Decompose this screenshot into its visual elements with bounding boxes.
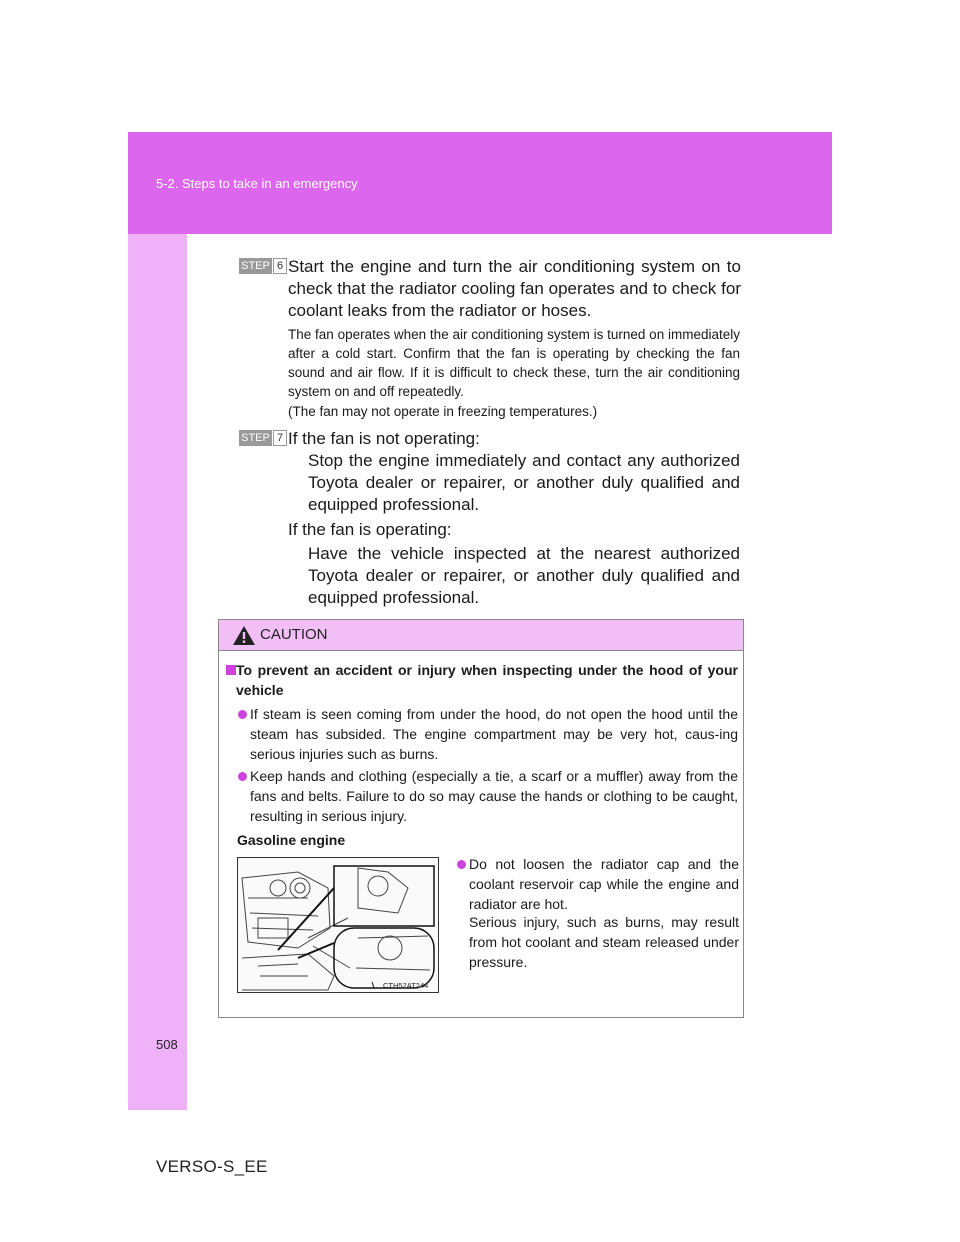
step-7-condition-1: If the fan is not operating: <box>288 429 480 448</box>
side-margin-strip <box>128 234 187 1110</box>
step-6-badge: STEP 6 <box>239 258 286 274</box>
caution-title: CAUTION <box>260 626 328 643</box>
section-title: 5-2. Steps to take in an emergency <box>156 176 358 191</box>
caution-heading: To prevent an accident or injury when inspecting under the hood of your vehicle <box>236 662 738 698</box>
step-7-action-1: Stop the engine immediately and contact any authorized Toyota dealer or repairer, or another duly qualified and equipped professional. <box>308 451 740 514</box>
engine-compartment-illustration <box>237 857 439 993</box>
caution-bullet-2: Keep hands and clothing (especially a tie, a scarf or a muffler) away from the fans and belts. Failure to do so may cause the hands or clothing to be caught, resulting in serious injury. <box>250 768 738 824</box>
step-7-condition-2: If the fan is operating: <box>288 520 452 539</box>
footer-code: VERSO-S_EE <box>156 1157 268 1176</box>
illustration-code: CTH52AT244 <box>383 981 429 990</box>
round-bullet-icon <box>457 860 466 869</box>
engine-label: Gasoline engine <box>237 832 346 848</box>
engine-illustration-drawing <box>238 858 438 992</box>
round-bullet-icon <box>238 710 247 719</box>
step-6-text: Start the engine and turn the air conditioning system on to check that the radiator cooling fan operates and to check for coolant leaks from the radiator or hoses. <box>288 257 741 320</box>
side-bullet: Do not loosen the radiator cap and the coolant reservoir cap while the engine and radiator are hot. <box>469 856 739 912</box>
caution-bullet-1: If steam is seen coming from under the hood, do not open the hood until the steam has subsided. The engine compartment may be very hot, caus-ing serious injuries such as burns. <box>250 706 738 762</box>
step-6-note-2: (The fan may not operate in freezing temperatures.) <box>288 404 598 419</box>
caution-box <box>218 619 744 1018</box>
caution-header <box>219 620 743 651</box>
step-7-condition-2-row <box>288 519 740 541</box>
square-bullet-icon <box>226 665 236 675</box>
step-6-note: The fan operates when the air conditioning system is turned on immediately after a cold start. Confirm that the fan is operating by checking the fan sound and air flow. If it is difficult to check these, turn the air conditioning system on and off repeatedly. <box>288 327 740 399</box>
step-7-badge: STEP 7 <box>239 430 286 446</box>
page-number: 508 <box>156 1037 178 1052</box>
step-7-action-2: Have the vehicle inspected at the nearest authorized Toyota dealer or repairer, or another duly qualified and equipped professional. <box>308 544 740 607</box>
round-bullet-icon <box>238 772 247 781</box>
warning-triangle-icon <box>232 625 256 646</box>
side-note: Serious injury, such as burns, may result from hot coolant and steam released under pressure. <box>469 914 739 970</box>
